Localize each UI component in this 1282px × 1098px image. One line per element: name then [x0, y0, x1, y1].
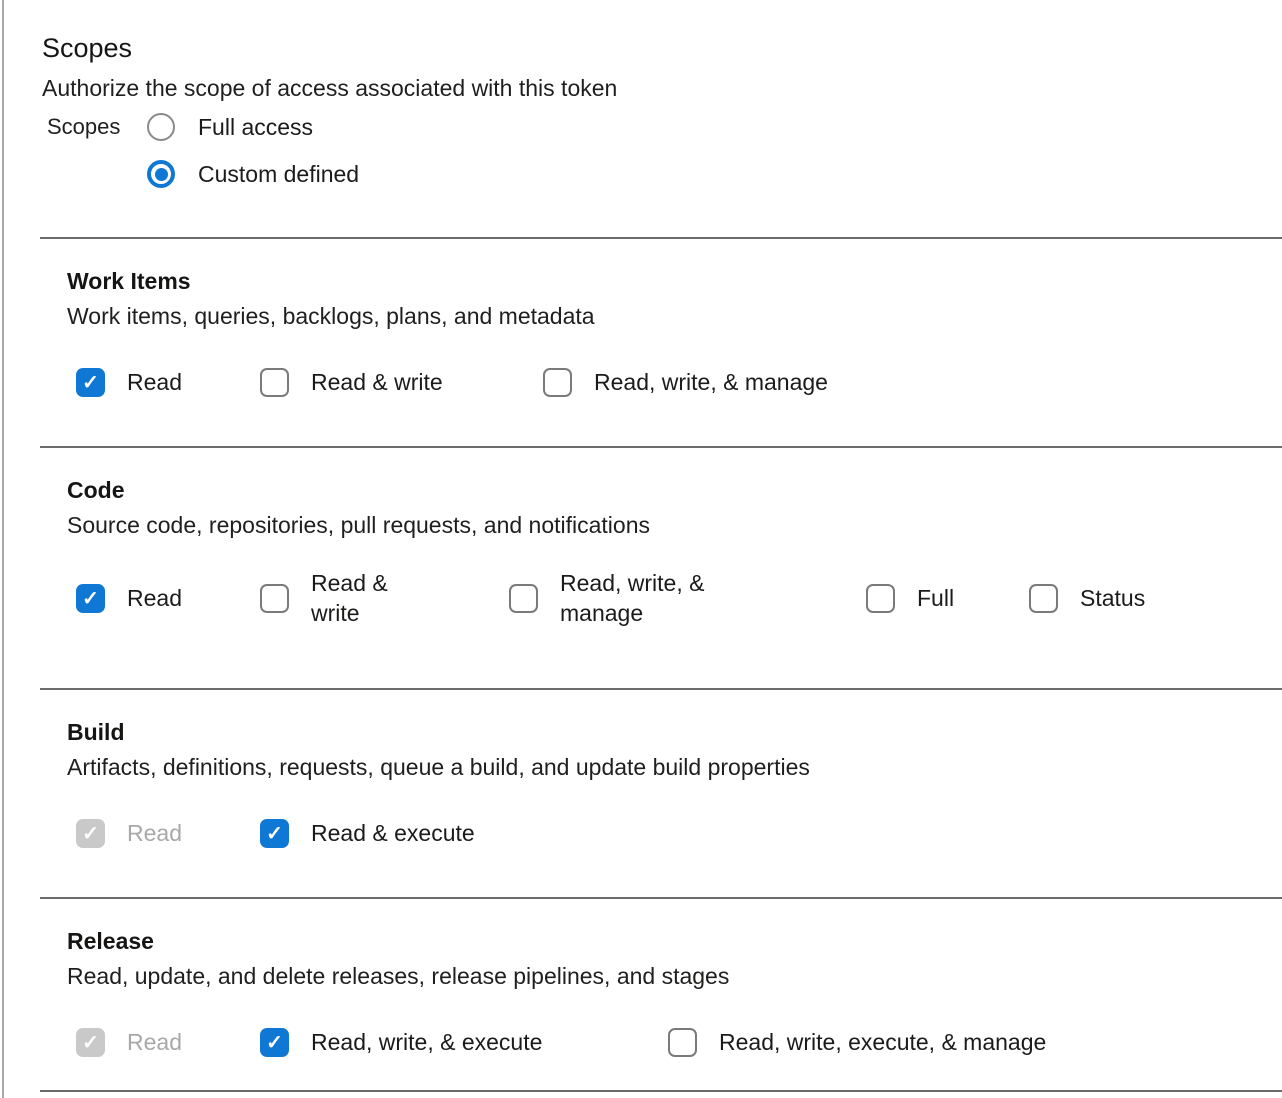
scope-selector-label: Scopes: [47, 114, 121, 139]
checkbox-label: Read, write, & execute: [311, 1029, 543, 1055]
radio-label: Custom defined: [198, 161, 360, 187]
section-release: [40, 897, 1282, 1090]
checkbox-option[interactable]: [509, 566, 750, 630]
checkbox-checked-icon: ✓: [76, 819, 105, 848]
radio-button-icon[interactable]: [147, 113, 175, 141]
checkbox-label: Read, write, execute, & manage: [719, 1029, 1047, 1055]
checkbox-checked-icon: ✓: [76, 1028, 105, 1057]
checkbox-option[interactable]: [668, 1024, 1046, 1060]
radio-option-full-access[interactable]: [147, 112, 359, 142]
bottom-divider: [40, 1090, 1282, 1092]
section-description: Work items, queries, backlogs, plans, and metadata: [67, 303, 595, 329]
checkbox-label: Read: [127, 1029, 182, 1055]
radio-button-icon[interactable]: [147, 160, 175, 188]
checkbox-row: [67, 566, 1282, 630]
checkbox-label: Status: [1080, 585, 1146, 611]
scope-radio-group: [147, 112, 359, 189]
checkbox-option[interactable]: [76, 364, 182, 400]
checkbox-icon[interactable]: [668, 1028, 697, 1057]
section-description: Artifacts, definitions, requests, queue a build, and update build properties: [67, 754, 810, 780]
section-title: Work Items: [67, 268, 191, 294]
radio-option-custom-defined[interactable]: [147, 159, 359, 189]
checkbox-label: Read & execute: [311, 820, 475, 846]
checkbox-icon[interactable]: [1029, 584, 1058, 613]
checkbox-checked-icon[interactable]: ✓: [76, 368, 105, 397]
page-title: Scopes: [42, 33, 133, 63]
checkbox-label: Read: [127, 585, 182, 611]
checkbox-label: Read, write, & manage: [594, 369, 828, 395]
checkbox-label: Read: [127, 369, 182, 395]
checkbox-option: [76, 815, 182, 851]
checkbox-icon[interactable]: [866, 584, 895, 613]
checkbox-label: Read: [127, 820, 182, 846]
checkbox-option[interactable]: [260, 1024, 542, 1060]
checkbox-option[interactable]: [1029, 566, 1145, 630]
radio-label: Full access: [198, 114, 314, 140]
checkbox-row: [67, 1024, 1282, 1060]
section-title: Release: [67, 928, 154, 954]
section-code: [40, 446, 1282, 688]
checkbox-option[interactable]: [260, 566, 416, 630]
checkbox-option[interactable]: [260, 364, 443, 400]
checkbox-label: Read & write: [311, 570, 388, 626]
checkbox-icon[interactable]: [260, 368, 289, 397]
page-subtitle: Authorize the scope of access associated with this token: [42, 75, 618, 101]
checkbox-icon[interactable]: [509, 584, 538, 613]
section-description: Source code, repositories, pull requests, and notifications: [67, 512, 650, 538]
checkbox-option[interactable]: [76, 566, 182, 630]
scope-mode-selector: [47, 112, 1282, 189]
section-title: Build: [67, 719, 125, 745]
checkbox-checked-icon[interactable]: ✓: [76, 584, 105, 613]
checkbox-option[interactable]: [866, 566, 954, 630]
checkbox-option[interactable]: [543, 364, 828, 400]
checkbox-checked-icon[interactable]: ✓: [260, 819, 289, 848]
checkbox-option: [76, 1024, 182, 1060]
section-title: Code: [67, 477, 125, 503]
section-description: Read, update, and delete releases, release pipelines, and stages: [67, 963, 730, 989]
checkbox-option[interactable]: [260, 815, 475, 851]
checkbox-row: [67, 815, 1282, 851]
checkbox-icon[interactable]: [543, 368, 572, 397]
checkbox-label: Read & write: [311, 369, 443, 395]
section-work-items: [40, 237, 1282, 446]
checkbox-label: Full: [917, 585, 955, 611]
radio-dot: [155, 168, 168, 181]
checkbox-checked-icon[interactable]: ✓: [260, 1028, 289, 1057]
checkbox-row: [67, 364, 1282, 400]
scopes-header: [0, 0, 1282, 189]
panel-left-border: [2, 0, 4, 1098]
checkbox-icon[interactable]: [260, 584, 289, 613]
section-build: [40, 688, 1282, 897]
checkbox-label: Read, write, & manage: [560, 570, 705, 626]
